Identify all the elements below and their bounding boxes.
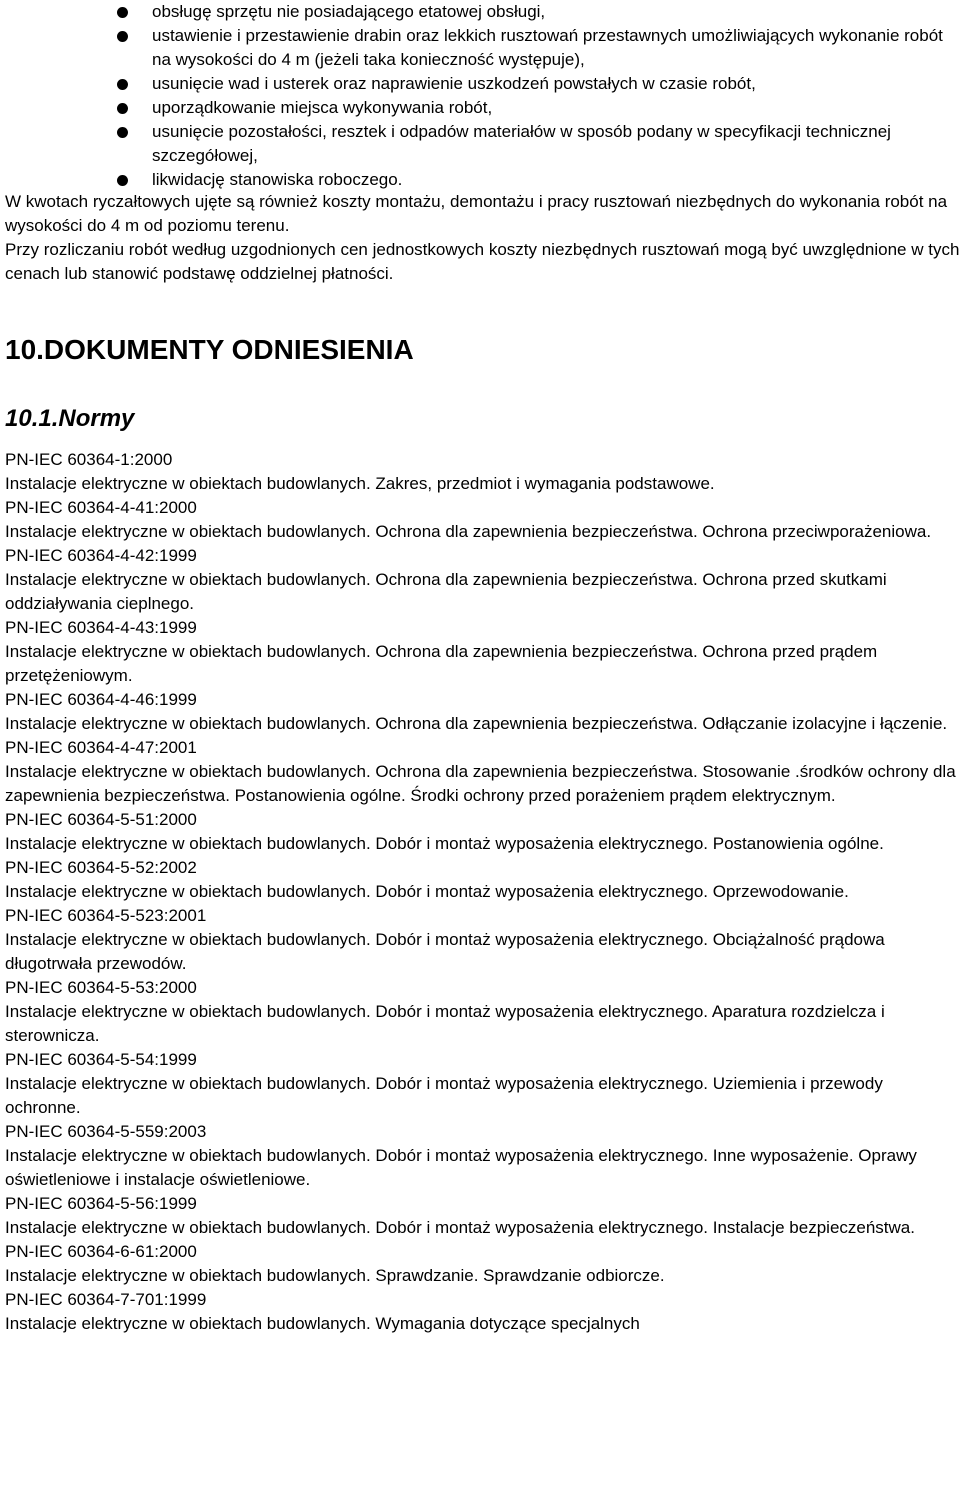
norm-entry [5, 448, 960, 496]
norm-code: PN-IEC 60364-5-559:2003 [5, 1122, 207, 1141]
bullet-list [0, 0, 960, 192]
norm-description: Instalacje elektryczne w obiektach budowlanych. Dobór i montaż wyposażenia elektrycznego. Uziemienia i przewody ochronne. [5, 1074, 883, 1117]
norms-list [5, 448, 960, 1336]
norm-entry [5, 616, 960, 688]
norm-entry [5, 856, 960, 904]
norm-description: Instalacje elektryczne w obiektach budowlanych. Dobór i montaż wyposażenia elektrycznego. Oprzewodowanie. [5, 882, 849, 901]
norm-entry [5, 1120, 960, 1192]
norm-entry [5, 1048, 960, 1120]
bullet-icon [117, 175, 128, 186]
list-item-text: ustawienie i przestawienie drabin oraz lekkich rusztowań przestawnych umożliwiających wykonanie robót na wysokości do 4 m (jeżeli taka konieczność występuje), [152, 26, 943, 69]
bullet-icon [117, 31, 128, 42]
norm-code: PN-IEC 60364-7-701:1999 [5, 1290, 207, 1309]
norm-code: PN-IEC 60364-5-56:1999 [5, 1194, 197, 1213]
norm-description: Instalacje elektryczne w obiektach budowlanych. Ochrona dla zapewnienia bezpieczeństwa. Odłączanie izolacyjne i łączenie. [5, 714, 948, 733]
norm-description: Instalacje elektryczne w obiektach budowlanych. Wymagania dotyczące specjalnych [5, 1314, 640, 1333]
norm-code: PN-IEC 60364-4-41:2000 [5, 498, 197, 517]
norm-description: Instalacje elektryczne w obiektach budowlanych. Dobór i montaż wyposażenia elektrycznego. Obciążalność prądowa długotrwała przewodów. [5, 930, 885, 973]
list-item-text: obsługę sprzętu nie posiadającego etatowej obsługi, [152, 2, 546, 21]
norm-code: PN-IEC 60364-4-42:1999 [5, 546, 197, 565]
section-heading: 10.DOKUMENTY ODNIESIENIA [5, 334, 414, 365]
norm-description: Instalacje elektryczne w obiektach budowlanych. Ochrona dla zapewnienia bezpieczeństwa. Ochrona przeciwporażeniowa. [5, 522, 932, 541]
list-item [0, 96, 960, 120]
norm-code: PN-IEC 60364-4-43:1999 [5, 618, 197, 637]
norm-code: PN-IEC 60364-1:2000 [5, 450, 173, 469]
paragraph-lump-sum: W kwotach ryczałtowych ujęte są również koszty montażu, demontażu i pracy rusztowań niezbędnych do wykonania robót na wysokości do 4 m od poziomu terenu. [5, 192, 948, 235]
paragraph-settlement: Przy rozliczaniu robót według uzgodnionych cen jednostkowych koszty niezbędnych rusztowań mogą być uwzględnione w tych cenach lub stanowić podstawę oddzielnej płatności. [5, 240, 960, 283]
norm-code: PN-IEC 60364-4-46:1999 [5, 690, 197, 709]
list-item-text: usunięcie pozostałości, resztek i odpadów materiałów w sposób podany w specyfikacji technicznej szczegółowej, [152, 122, 891, 165]
list-item [0, 72, 960, 96]
norm-code: PN-IEC 60364-5-523:2001 [5, 906, 207, 925]
bullet-icon [117, 7, 128, 18]
norm-entry [5, 904, 960, 976]
norm-code: PN-IEC 60364-6-61:2000 [5, 1242, 197, 1261]
norm-entry [5, 1192, 960, 1240]
norm-entry [5, 736, 960, 808]
norm-code: PN-IEC 60364-5-52:2002 [5, 858, 197, 877]
list-item [0, 120, 960, 168]
norm-entry [5, 976, 960, 1048]
norm-code: PN-IEC 60364-5-53:2000 [5, 978, 197, 997]
norm-description: Instalacje elektryczne w obiektach budowlanych. Ochrona dla zapewnienia bezpieczeństwa. Ochrona przed skutkami oddziaływania cieplnego. [5, 570, 887, 613]
norm-entry [5, 808, 960, 856]
norm-code: PN-IEC 60364-5-51:2000 [5, 810, 197, 829]
norm-entry [5, 1288, 960, 1336]
norm-description: Instalacje elektryczne w obiektach budowlanych. Dobór i montaż wyposażenia elektrycznego. Aparatura rozdzielcza i sterownicza. [5, 1002, 885, 1045]
bullet-icon [117, 127, 128, 138]
norm-description: Instalacje elektryczne w obiektach budowlanych. Ochrona dla zapewnienia bezpieczeństwa. Ochrona przed prądem przetężeniowym. [5, 642, 878, 685]
list-item-text: usunięcie wad i usterek oraz naprawienie uszkodzeń powstałych w czasie robót, [152, 74, 756, 93]
list-item [0, 0, 960, 24]
list-item [0, 24, 960, 72]
norm-code: PN-IEC 60364-4-47:2001 [5, 738, 197, 757]
bullet-icon [117, 79, 128, 90]
norm-entry [5, 496, 960, 544]
norm-entry [5, 1240, 960, 1288]
norm-description: Instalacje elektryczne w obiektach budowlanych. Zakres, przedmiot i wymagania podstawowe. [5, 474, 715, 493]
list-item-text: uporządkowanie miejsca wykonywania robót, [152, 98, 493, 117]
subsection-heading: 10.1.Normy [5, 405, 135, 432]
norm-entry [5, 688, 960, 736]
norm-description: Instalacje elektryczne w obiektach budowlanych. Sprawdzanie. Sprawdzanie odbiorcze. [5, 1266, 665, 1285]
norm-description: Instalacje elektryczne w obiektach budowlanych. Dobór i montaż wyposażenia elektrycznego. Inne wyposażenie. Oprawy oświetleniowe i instalacje oświetleniowe. [5, 1146, 917, 1189]
norm-description: Instalacje elektryczne w obiektach budowlanych. Ochrona dla zapewnienia bezpieczeństwa. Stosowanie .środków ochrony dla zapewnienia bezpieczeństwa. Postanowienia ogólne. Środki ochrony przed porażeniem prądem elektrycznym. [5, 762, 956, 805]
bullet-icon [117, 103, 128, 114]
norm-entry [5, 544, 960, 616]
list-item [0, 168, 960, 192]
list-item-text: likwidację stanowiska roboczego. [152, 170, 403, 189]
norm-description: Instalacje elektryczne w obiektach budowlanych. Dobór i montaż wyposażenia elektrycznego. Instalacje bezpieczeństwa. [5, 1218, 915, 1237]
norm-description: Instalacje elektryczne w obiektach budowlanych. Dobór i montaż wyposażenia elektrycznego. Postanowienia ogólne. [5, 834, 884, 853]
norm-code: PN-IEC 60364-5-54:1999 [5, 1050, 197, 1069]
